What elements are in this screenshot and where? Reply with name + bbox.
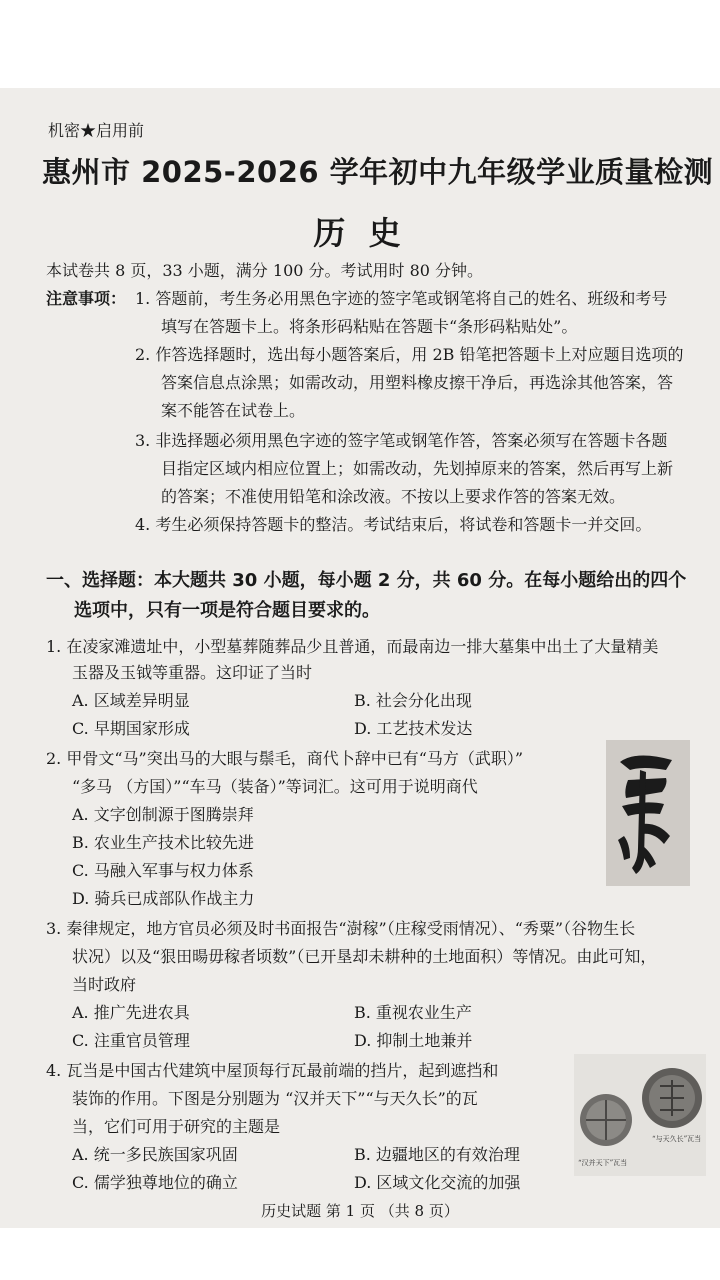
question-1-option-c: C. 早期国家形成 bbox=[72, 719, 190, 738]
oracle-bone-horse-image bbox=[606, 740, 690, 886]
notice-line: 3. 非选择题必须用黑色字迹的签字笔或钢笔作答，答案必须写在答题卡各题 bbox=[135, 431, 668, 450]
secret-label: 机密★启用前 bbox=[48, 121, 145, 140]
question-4-option-c: C. 儒学独尊地位的确立 bbox=[72, 1173, 238, 1192]
question-2-option-b: B. 农业生产技术比较先进 bbox=[72, 833, 254, 852]
question-3-stem: 状况）以及“狠田暘毋稼者顷数”（已开垦却未耕种的土地面积）等情况。由此可知， bbox=[72, 947, 657, 966]
notice-line: 填写在答题卡上。将条形码粘贴在答题卡“条形码粘贴处”。 bbox=[161, 317, 578, 336]
question-2-option-d: D. 骑兵已成部队作战主力 bbox=[72, 889, 255, 908]
question-3-stem: 3. 秦律规定，地方官员必须及时书面报告“澍稼”（庄稼受雨情况）、“秀粟”（谷物生长 bbox=[46, 919, 636, 938]
notice-heading: 注意事项： bbox=[46, 289, 127, 308]
notice-line: 1. 答题前，考生务必用黑色字迹的签字笔或钢笔将自己的姓名、班级和考号 bbox=[135, 289, 668, 308]
question-4-stem: 装饰的作用。下图是分别题为 “汉并天下”“与天久长”的瓦 bbox=[72, 1089, 478, 1108]
question-1-stem: 玉器及玉钺等重器。这印证了当时 bbox=[72, 663, 313, 682]
exam-paper bbox=[0, 88, 720, 1228]
question-4-option-b: B. 边疆地区的有效治理 bbox=[354, 1145, 520, 1164]
oracle-bone-horse-glyph bbox=[606, 740, 690, 886]
page-footer: 历史试题 第 1 页 （共 8 页） bbox=[261, 1202, 459, 1220]
notice-line: 4. 考生必须保持答题卡的整洁。考试结束后，将试卷和答题卡一并交回。 bbox=[135, 515, 652, 534]
section-heading-cont: 选项中，只有一项是符合题目要求的。 bbox=[74, 600, 380, 621]
question-1-option-b: B. 社会分化出现 bbox=[354, 691, 472, 710]
question-3-option-d: D. 抑制土地兼并 bbox=[354, 1031, 473, 1050]
section-heading: 一、选择题：本大题共 30 小题，每小题 2 分，共 60 分。在每小题给出的四个 bbox=[46, 570, 687, 591]
tile-caption-right: “与天久长”瓦当 bbox=[652, 1135, 702, 1143]
notice-line: 目指定区域内相应位置上；如需改动，先划掉原来的答案，然后再写上新 bbox=[161, 459, 674, 478]
exam-title: 惠州市 2025-2026 学年初中九年级学业质量检测 bbox=[42, 155, 714, 189]
tile-caption-left: “汉并天下”瓦当 bbox=[578, 1159, 628, 1167]
question-3-stem: 当时政府 bbox=[72, 975, 137, 994]
question-3-option-c: C. 注重官员管理 bbox=[72, 1031, 190, 1050]
notice-line: 2. 作答选择题时，选出每小题答案后，用 2B 铅笔把答题卡上对应题目选项的 bbox=[135, 345, 684, 364]
question-4-option-d: D. 区域文化交流的加强 bbox=[354, 1173, 521, 1192]
question-4-option-a: A. 统一多民族国家巩固 bbox=[72, 1145, 238, 1164]
question-2-option-c: C. 马融入军事与权力体系 bbox=[72, 861, 254, 880]
exam-intro: 本试卷共 8 页，33 小题，满分 100 分。考试用时 80 分钟。 bbox=[46, 261, 484, 280]
question-1-stem: 1. 在凌家滩遗址中，小型墓葬随葬品少且普通，而最南边一排大墓集中出土了大量精美 bbox=[46, 637, 659, 656]
question-2-option-a: A. 文字创制源于图腾崇拜 bbox=[72, 805, 254, 824]
question-2-stem: “多马 （方国）”“车马（装备）”等词汇。这可用于说明商代 bbox=[72, 777, 478, 796]
notice-line: 的答案；不准使用铅笔和涂改液。不按以上要求作答的答案无效。 bbox=[161, 487, 626, 506]
question-2-stem: 2. 甲骨文“马”突出马的大眼与鬃毛，商代卜辞中已有“马方（武职）” bbox=[46, 749, 524, 768]
question-4-stem: 当，它们可用于研究的主题是 bbox=[72, 1117, 281, 1136]
question-4-stem: 4. 瓦当是中国古代建筑中屋顶每行瓦最前端的挡片，起到遮挡和 bbox=[46, 1061, 499, 1080]
question-3-option-b: B. 重视农业生产 bbox=[354, 1003, 472, 1022]
subject-title: 历 史 bbox=[313, 214, 407, 252]
notice-line: 答案信息点涂黑；如需改动，用塑料橡皮擦干净后，再选涂其他答案，答 bbox=[161, 373, 674, 392]
roof-tile-image bbox=[574, 1054, 706, 1176]
question-1-option-d: D. 工艺技术发达 bbox=[354, 719, 473, 738]
question-3-option-a: A. 推广先进农具 bbox=[72, 1003, 190, 1022]
notice-line: 案不能答在试卷上。 bbox=[161, 401, 306, 420]
question-1-option-a: A. 区域差异明显 bbox=[72, 691, 190, 710]
